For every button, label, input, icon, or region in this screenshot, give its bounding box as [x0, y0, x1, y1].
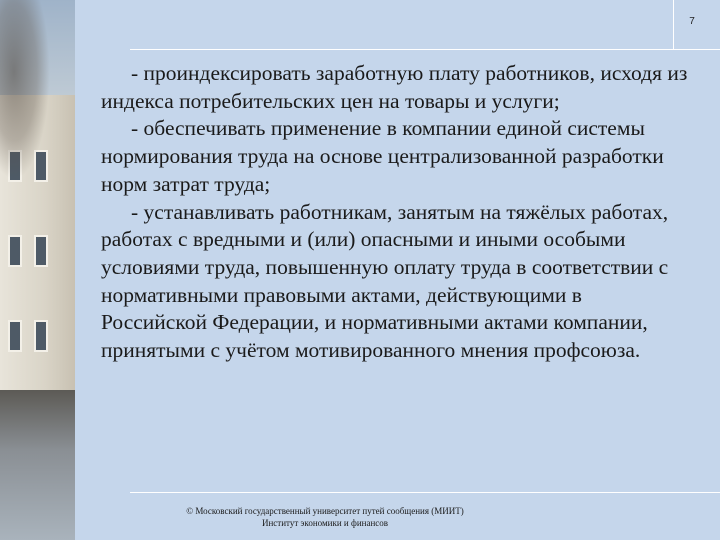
page-number: 7: [689, 16, 695, 27]
footer: [130, 505, 520, 529]
paragraph: - обеспечивать применение в компании единой системы нормирования труда на основе централизованной разработки норм затрат труда;: [101, 116, 664, 196]
window: [8, 320, 22, 352]
building-photo: [0, 0, 75, 540]
content-panel: [75, 0, 720, 540]
bottom-rule: [130, 492, 720, 493]
paragraph: - устанавливать работникам, занятым на тяжёлых работах, работах с вредными и (или) опасными и иными особыми условиями труда, повышенную оплату труда в соответствии с нормативными правовыми актами, действующими в Российской Федерации, и нормативными актами компании, принятыми с учётом мотивированного мнения профсоюза.: [101, 199, 669, 363]
footer-institute: Институт экономики и финансов: [261, 518, 389, 528]
tree: [0, 0, 50, 180]
paragraph: - проиндексировать заработную плату работников, исходя из индекса потребительских цен на товары и услуги;: [101, 61, 688, 113]
window: [34, 235, 48, 267]
footer-copyright: © Московский государственный университет путей сообщения (МИИТ): [186, 506, 464, 516]
corner-rule: [673, 0, 674, 49]
window: [34, 320, 48, 352]
window: [8, 235, 22, 267]
ground: [0, 390, 75, 540]
slide-body: [101, 60, 691, 365]
top-rule: [130, 49, 720, 50]
